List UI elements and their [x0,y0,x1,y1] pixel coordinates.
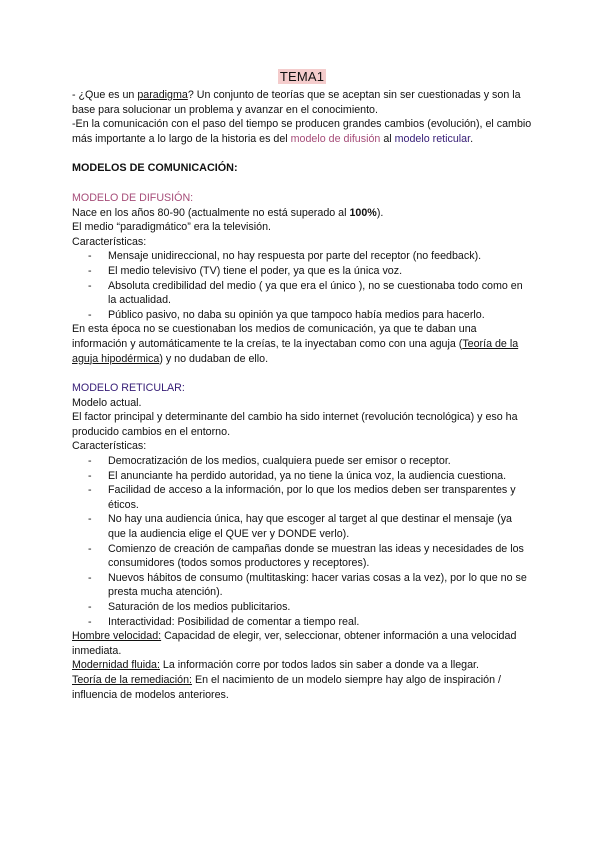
bullet-dash: - [88,279,92,292]
modelo-difusion-mention: modelo de difusión [290,132,381,145]
list-item [72,279,532,308]
difusion-heading: MODELO DE DIFUSIÓN: [72,191,194,204]
term-remediacion [72,673,532,702]
list-item [72,308,532,323]
difusion-line1 [72,206,532,221]
term-label: Hombre velocidad: [72,630,162,643]
bullet-dash: - [88,615,92,628]
reticular-line1: Modelo actual. [72,396,142,409]
spacer [72,366,532,381]
list-item [72,249,532,264]
paradigma-term: paradigma [137,89,188,101]
list-item-text: Público pasivo, no daba su opinión ya que tampoco había medios para hacerlo. [108,308,485,321]
list-item [72,469,532,484]
list-item-text: Interactividad: Posibilidad de comentar a tiempo real. [108,615,360,628]
reticular-char-label: Características: [72,440,147,453]
difusion-line1-prefix: Nace en los años 80-90 (actualmente no está superado al [72,206,350,219]
list-item-text: No hay una audiencia única, hay que escoger al target al que destinar el mensaje (ya que la audiencia elige el QUE ver y DONDE verlo). [108,513,513,541]
bullet-dash: - [88,469,92,482]
spacer [72,146,532,161]
bullet-dash: - [88,571,92,584]
difusion-percent: 100% [349,206,377,219]
reticular-heading: MODELO RETICULAR: [72,382,185,395]
intro-paradigma [72,88,532,117]
modelo-reticular-mention: modelo reticular [394,132,471,145]
list-item-text: Mensaje unidireccional, no hay respuesta por parte del receptor (no feedback). [108,250,482,263]
bullet-dash: - [88,513,92,526]
list-item [72,264,532,279]
bullet-dash: - [88,308,92,321]
difusion-line2: El medio “paradigmático” era la televisión. [72,221,271,234]
bullet-dash: - [88,542,92,555]
models-heading: MODELOS DE COMUNICACIÓN: [72,162,238,175]
term-label: Modernidad fluida: [72,659,160,672]
list-item [72,571,532,600]
difusion-line1-end: ). [376,206,384,219]
list-item-text: Comienzo de creación de campañas donde se muestran las ideas y necesidades de los consumidores (todos somos productores y receptores). [108,542,524,570]
list-item-text: El anunciante ha perdido autoridad, ya no tiene la única voz, la audiencia cuestiona. [108,469,507,482]
intro-evolucion [72,117,532,146]
spacer [72,176,532,191]
list-item [72,542,532,571]
bullet-dash: - [88,484,92,497]
list-item [72,454,532,469]
document-page [72,70,532,702]
intro-q-rest: ? Un conjunto de teorías que se aceptan sin ser cuestionadas y son la base para solucionar un problema y avanzar en el conocimiento. [72,89,521,116]
list-item-text: El medio televisivo (TV) tiene el poder, ya que es la única voz. [108,264,403,277]
list-item-text: Saturación de los medios publicitarios. [108,601,291,613]
list-item-text: Democratización de los medios, cualquiera puede ser emisor o receptor. [108,455,451,468]
title-row [72,70,532,88]
difusion-para-prefix: En esta época no se cuestionaban los medios de comunicación, ya que te daban una información y automáticamente te la creías, te la inyectaban como con una aguja ( [72,323,477,350]
list-item [72,615,532,630]
list-item [72,483,532,512]
difusion-para-end: ) y no dudaban de ello. [159,352,269,365]
term-definition: La información corre por todos lados sin saber a donde va a llegar. [159,659,479,672]
difusion-paragraph [72,322,532,366]
term-hombre-velocidad [72,629,532,658]
list-item-text: Absoluta credibilidad del medio ( ya que era el único ), no se cuestionaba todo como en la actualidad. [108,279,523,307]
bullet-dash: - [88,264,92,277]
term-definition: Capacidad de elegir, ver, seleccionar, obtener información a una velocidad inmediata. [72,630,517,657]
intro-evo-mid: al [380,132,395,145]
reticular-line2: El factor principal y determinante del cambio ha sido internet (revolución tecnológica) y eso ha producido cambios en el entorno. [72,411,518,438]
reticular-bullets [72,454,532,629]
difusion-char-label: Características: [72,235,147,248]
term-label: Teoría de la remediación: [72,673,193,686]
list-item-text: Nuevos hábitos de consumo (multitasking: hacer varias cosas a la vez), por lo que no se presta mucha atención). [108,571,527,599]
bullet-dash: - [88,601,92,613]
bullet-dash: - [88,455,92,468]
intro-evo-prefix: -En la comunicación con el paso del tiempo se producen grandes cambios (evolución), el cambio más importante a lo largo de la historia es del [72,118,532,145]
term-definition: En el nacimiento de un modelo siempre hay algo de inspiración / influencia de modelos anteriores. [72,673,501,701]
intro-q-prefix: - ¿Que es un [72,89,138,101]
intro-evo-end: . [470,132,474,145]
list-item [72,600,532,615]
difusion-bullets [72,249,532,322]
list-item-text: Facilidad de acceso a la información, por lo que los medios deben ser transparentes y éticos. [108,484,516,511]
page-title: TEMA1 [279,69,325,84]
aguja-hipodermica-term: Teoría de la aguja hipodérmica [72,337,519,365]
term-modernidad-fluida [72,658,532,673]
list-item [72,512,532,541]
bullet-dash: - [88,250,92,263]
